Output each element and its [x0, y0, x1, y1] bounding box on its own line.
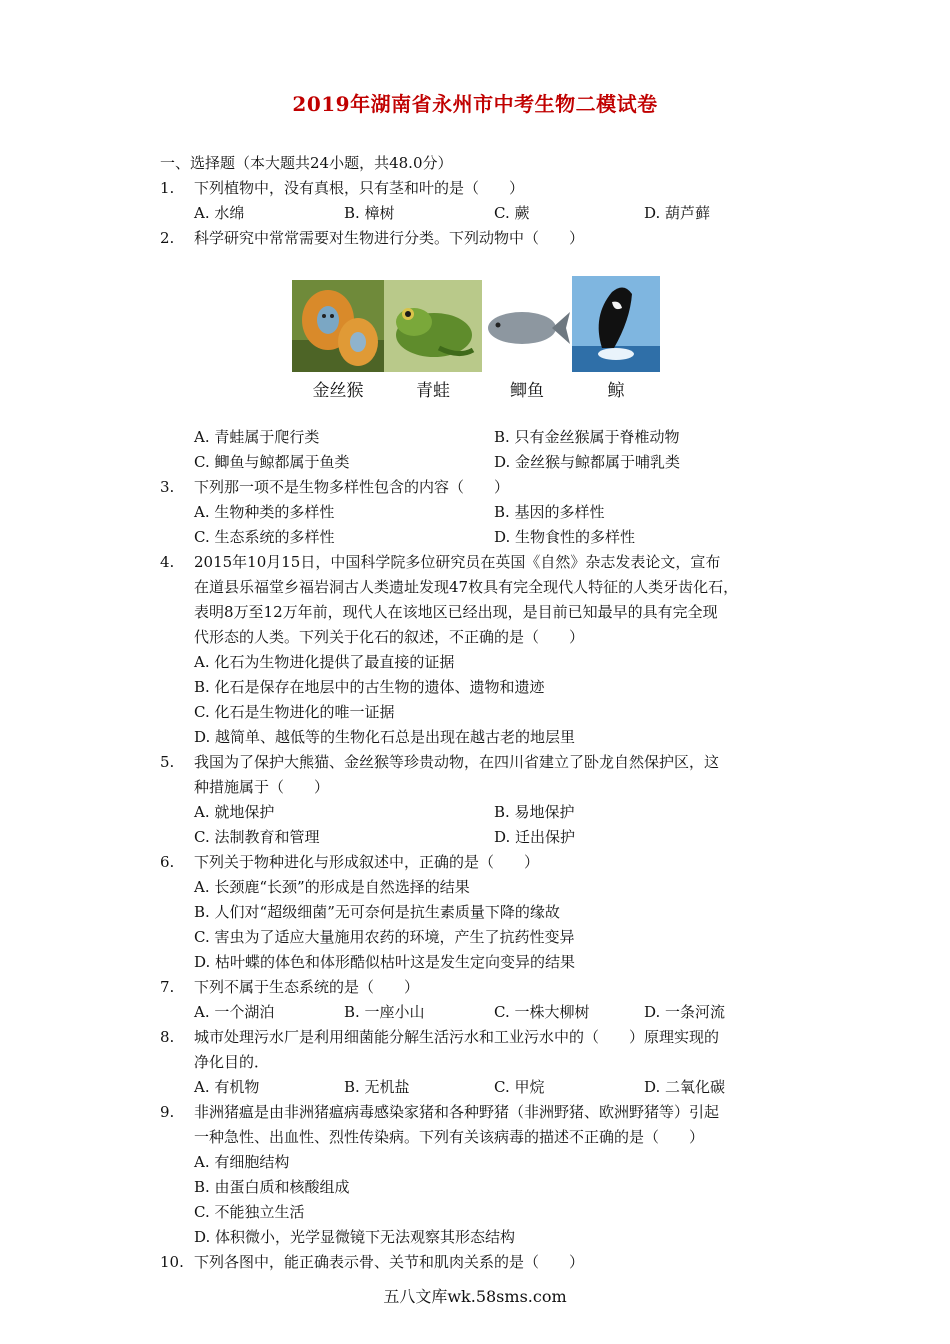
option-d: D. 越简单、越低等的生物化石总是出现在越古老的地层里 [194, 728, 576, 746]
option-a: A. 有细胞结构 [194, 1153, 290, 1171]
question-stem: 下列关于物种进化与形成叙述中，正确的是（ ） [194, 853, 540, 871]
option-c: C. 蕨 [494, 204, 530, 222]
question-stem: 2015年10月15日，中国科学院多位研究员在英国《自然》杂志发表论文，宣布 [194, 553, 721, 571]
golden-monkey-image [292, 280, 384, 372]
question-stem: 净化目的． [194, 1053, 270, 1071]
option-a: A. 长颈鹿“长颈”的形成是自然选择的结果 [194, 878, 470, 896]
option-c: C. 害虫为了适应大量施用农药的环境，产生了抗药性变异 [194, 928, 575, 946]
question-number: 10. [160, 1253, 184, 1271]
option-a: A. 化石为生物进化提供了最直接的证据 [194, 653, 455, 671]
figure-caption: 鲸 [607, 381, 625, 401]
option-c: C. 甲烷 [494, 1078, 545, 1096]
question-stem: 种措施属于（ ） [194, 778, 330, 796]
crucian-carp-image [482, 298, 572, 358]
option-c: C. 不能独立生活 [194, 1203, 305, 1221]
question-number: 6. [160, 853, 175, 871]
footer-watermark: 五八文库wk.58sms.com [383, 1287, 567, 1306]
option-d: D. 一条河流 [644, 1003, 726, 1021]
option-b: B. 只有金丝猴属于脊椎动物 [494, 428, 680, 446]
option-d: D. 葫芦藓 [644, 204, 711, 222]
whale-image [572, 276, 660, 372]
question-number: 1. [160, 179, 175, 197]
option-c: C. 一株大柳树 [494, 1003, 590, 1021]
option-b: B. 人们对“超级细菌”无可奈何是抗生素质量下降的缘故 [194, 903, 560, 921]
question-stem: 我国为了保护大熊猫、金丝猴等珍贵动物，在四川省建立了卧龙自然保护区，这 [194, 753, 720, 771]
option-b: B. 无机盐 [344, 1078, 410, 1096]
option-b: B. 易地保护 [494, 803, 575, 821]
option-a: A. 青蛙属于爬行类 [194, 428, 320, 446]
figure-caption: 金丝猴 [312, 381, 364, 401]
option-a: A. 有机物 [194, 1078, 260, 1096]
option-d: D. 迁出保护 [494, 828, 576, 846]
question-stem: 下列植物中，没有真根，只有茎和叶的是（ ） [194, 179, 525, 197]
question-number: 9. [160, 1103, 175, 1121]
option-b: B. 化石是保存在地层中的古生物的遗体、遗物和遗迹 [194, 678, 545, 696]
option-a: A. 一个湖泊 [194, 1003, 275, 1021]
option-b: B. 樟树 [344, 204, 395, 222]
option-c: C. 生态系统的多样性 [194, 528, 335, 546]
option-b: B. 一座小山 [344, 1003, 425, 1021]
question-stem: 非洲猪瘟是由非洲猪瘟病毒感染家猪和各种野猪（非洲野猪、欧洲野猪等）引起 [194, 1103, 720, 1121]
option-a: A. 生物种类的多样性 [194, 503, 335, 521]
option-b: B. 由蛋白质和核酸组成 [194, 1178, 350, 1196]
question-number: 3. [160, 478, 175, 496]
question-stem: 在道县乐福堂乡福岩洞古人类遗址发现47枚具有完全现代人特征的人类牙齿化石， [194, 578, 739, 596]
question-stem: 下列不属于生态系统的是（ ） [194, 978, 420, 996]
question-number: 7. [160, 978, 175, 996]
question-stem: 代形态的人类。下列关于化石的叙述，不正确的是（ ） [194, 628, 585, 646]
question-number: 4. [160, 553, 175, 571]
frog-image [384, 280, 482, 372]
option-d: D. 二氧化碳 [644, 1078, 726, 1096]
question-number: 8. [160, 1028, 175, 1046]
question-stem: 下列那一项不是生物多样性包含的内容（ ） [194, 478, 510, 496]
option-d: D. 枯叶蝶的体色和体形酷似枯叶这是发生定向变异的结果 [194, 953, 576, 971]
question-stem: 一种急性、出血性、烈性传染病。下列有关该病毒的描述不正确的是（ ） [194, 1128, 705, 1146]
question-stem: 科学研究中常常需要对生物进行分类。下列动物中（ ） [194, 229, 585, 247]
figure-caption: 鲫鱼 [510, 381, 544, 401]
option-c: C. 法制教育和管理 [194, 828, 320, 846]
question-stem: 下列各图中，能正确表示骨、关节和肌肉关系的是（ ） [194, 1253, 585, 1271]
option-a: A. 水绵 [194, 204, 245, 222]
question-stem: 城市处理污水厂是利用细菌能分解生活污水和工业污水中的（ ）原理实现的 [194, 1028, 720, 1046]
figure-caption: 青蛙 [416, 381, 450, 401]
section-heading: 一、选择题（本大题共24小题，共48.0分） [160, 154, 453, 172]
exam-title: 2019年湖南省永州市中考生物二模试卷 [292, 92, 658, 116]
question-stem: 表明8万至12万年前，现代人在该地区已经出现，是目前已知最早的具有完全现 [194, 603, 718, 621]
question-number: 2. [160, 229, 175, 247]
option-a: A. 就地保护 [194, 803, 275, 821]
option-c: C. 鲫鱼与鲸都属于鱼类 [194, 453, 350, 471]
option-c: C. 化石是生物进化的唯一证据 [194, 703, 395, 721]
option-d: D. 生物食性的多样性 [494, 528, 636, 546]
option-d: D. 金丝猴与鲸都属于哺乳类 [494, 453, 681, 471]
option-b: B. 基因的多样性 [494, 503, 605, 521]
option-d: D. 体积微小，光学显微镜下无法观察其形态结构 [194, 1228, 516, 1246]
question-number: 5. [160, 753, 175, 771]
